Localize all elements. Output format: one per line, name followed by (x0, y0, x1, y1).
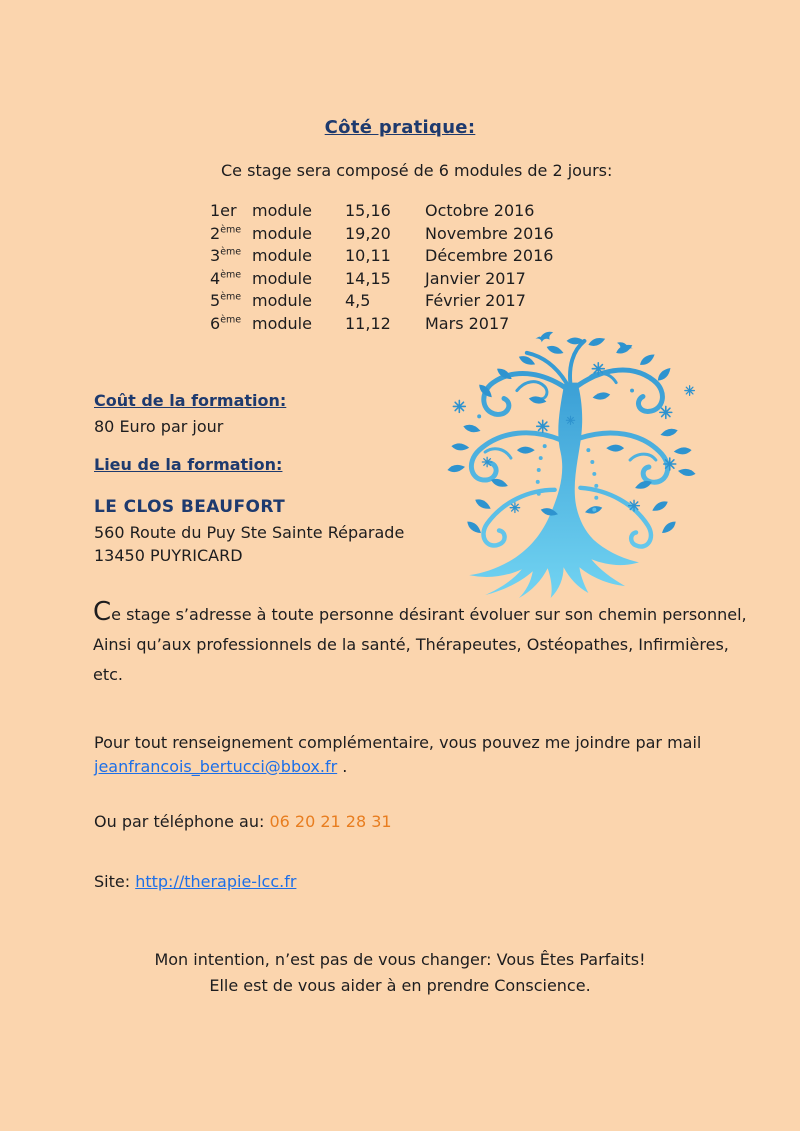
module-month: Octobre 2016 (425, 201, 535, 220)
module-label: 6ème module (210, 313, 312, 333)
location-heading: Lieu de la formation: (94, 455, 283, 474)
module-month: Mars 2017 (425, 313, 510, 333)
audience-paragraph (93, 597, 747, 690)
mail-intro: Pour tout renseignement complémentaire, vous pouvez me joindre par mail (94, 733, 702, 752)
site-link[interactable]: http://therapie-lcc.fr (135, 872, 297, 891)
module-days: 10,11 (345, 246, 391, 266)
phone-label: Ou par téléphone au: (94, 812, 270, 831)
module-month: Décembre 2016 (425, 246, 554, 266)
audience-line: Ainsi qu’aux professionnels de la santé, Thérapeutes, Ostéopathes, Infirmières, (93, 635, 729, 654)
closing-line: Mon intention, n’est pas de vous changer: Vous Êtes Parfaits! (154, 950, 646, 969)
phone-number: 06 20 21 28 31 (269, 812, 392, 831)
mail-block (94, 731, 701, 778)
dropcap: C (93, 597, 112, 627)
module-label: 3ème module (210, 246, 312, 266)
module-label: 4ème module (210, 268, 312, 288)
venue-name: LE CLOS BEAUFORT (94, 497, 286, 517)
email-link[interactable]: jeanfrancois_bertucci@bbox.fr (94, 756, 338, 776)
module-row (210, 291, 554, 314)
module-row (210, 246, 554, 269)
module-days: 19,20 (345, 223, 391, 243)
module-label: 1er module (210, 201, 312, 220)
module-month: Novembre 2016 (425, 223, 554, 243)
module-days: 4,5 (345, 291, 371, 311)
module-days: 14,15 (345, 268, 391, 288)
mail-line (94, 755, 701, 779)
closing-line: Elle est de vous aider à en prendre Conscience. (209, 976, 591, 995)
address-line: 560 Route du Puy Ste Sainte Réparade (94, 523, 405, 542)
tree-of-life-icon (418, 331, 723, 599)
address-line: 13450 PUYRICARD (94, 546, 243, 565)
phone-block (94, 812, 392, 831)
audience-line: etc. (93, 665, 123, 684)
venue-address (94, 521, 404, 567)
module-month: Janvier 2017 (425, 268, 526, 288)
module-row (210, 269, 554, 292)
module-days: 15,16 (345, 201, 391, 220)
intro-text: Ce stage sera composé de 6 modules de 2 jours: (221, 161, 613, 180)
audience-line: Ce stage s’adresse à toute personne désirant évoluer sur son chemin personnel, (93, 597, 747, 627)
closing-message (0, 947, 800, 999)
module-row (210, 224, 554, 247)
cost-heading: Coût de la formation: (94, 391, 287, 410)
modules-table (210, 201, 554, 337)
module-month: Février 2017 (425, 291, 526, 311)
module-days: 11,12 (345, 313, 391, 333)
page-title: Côté pratique: (324, 117, 476, 138)
email-suffix: . (337, 756, 348, 776)
module-row (210, 201, 554, 224)
site-block (94, 872, 296, 891)
site-label: Site: (94, 872, 136, 891)
module-label: 5ème module (210, 291, 312, 311)
module-label: 2ème module (210, 223, 312, 243)
cost-value: 80 Euro par jour (94, 417, 224, 436)
